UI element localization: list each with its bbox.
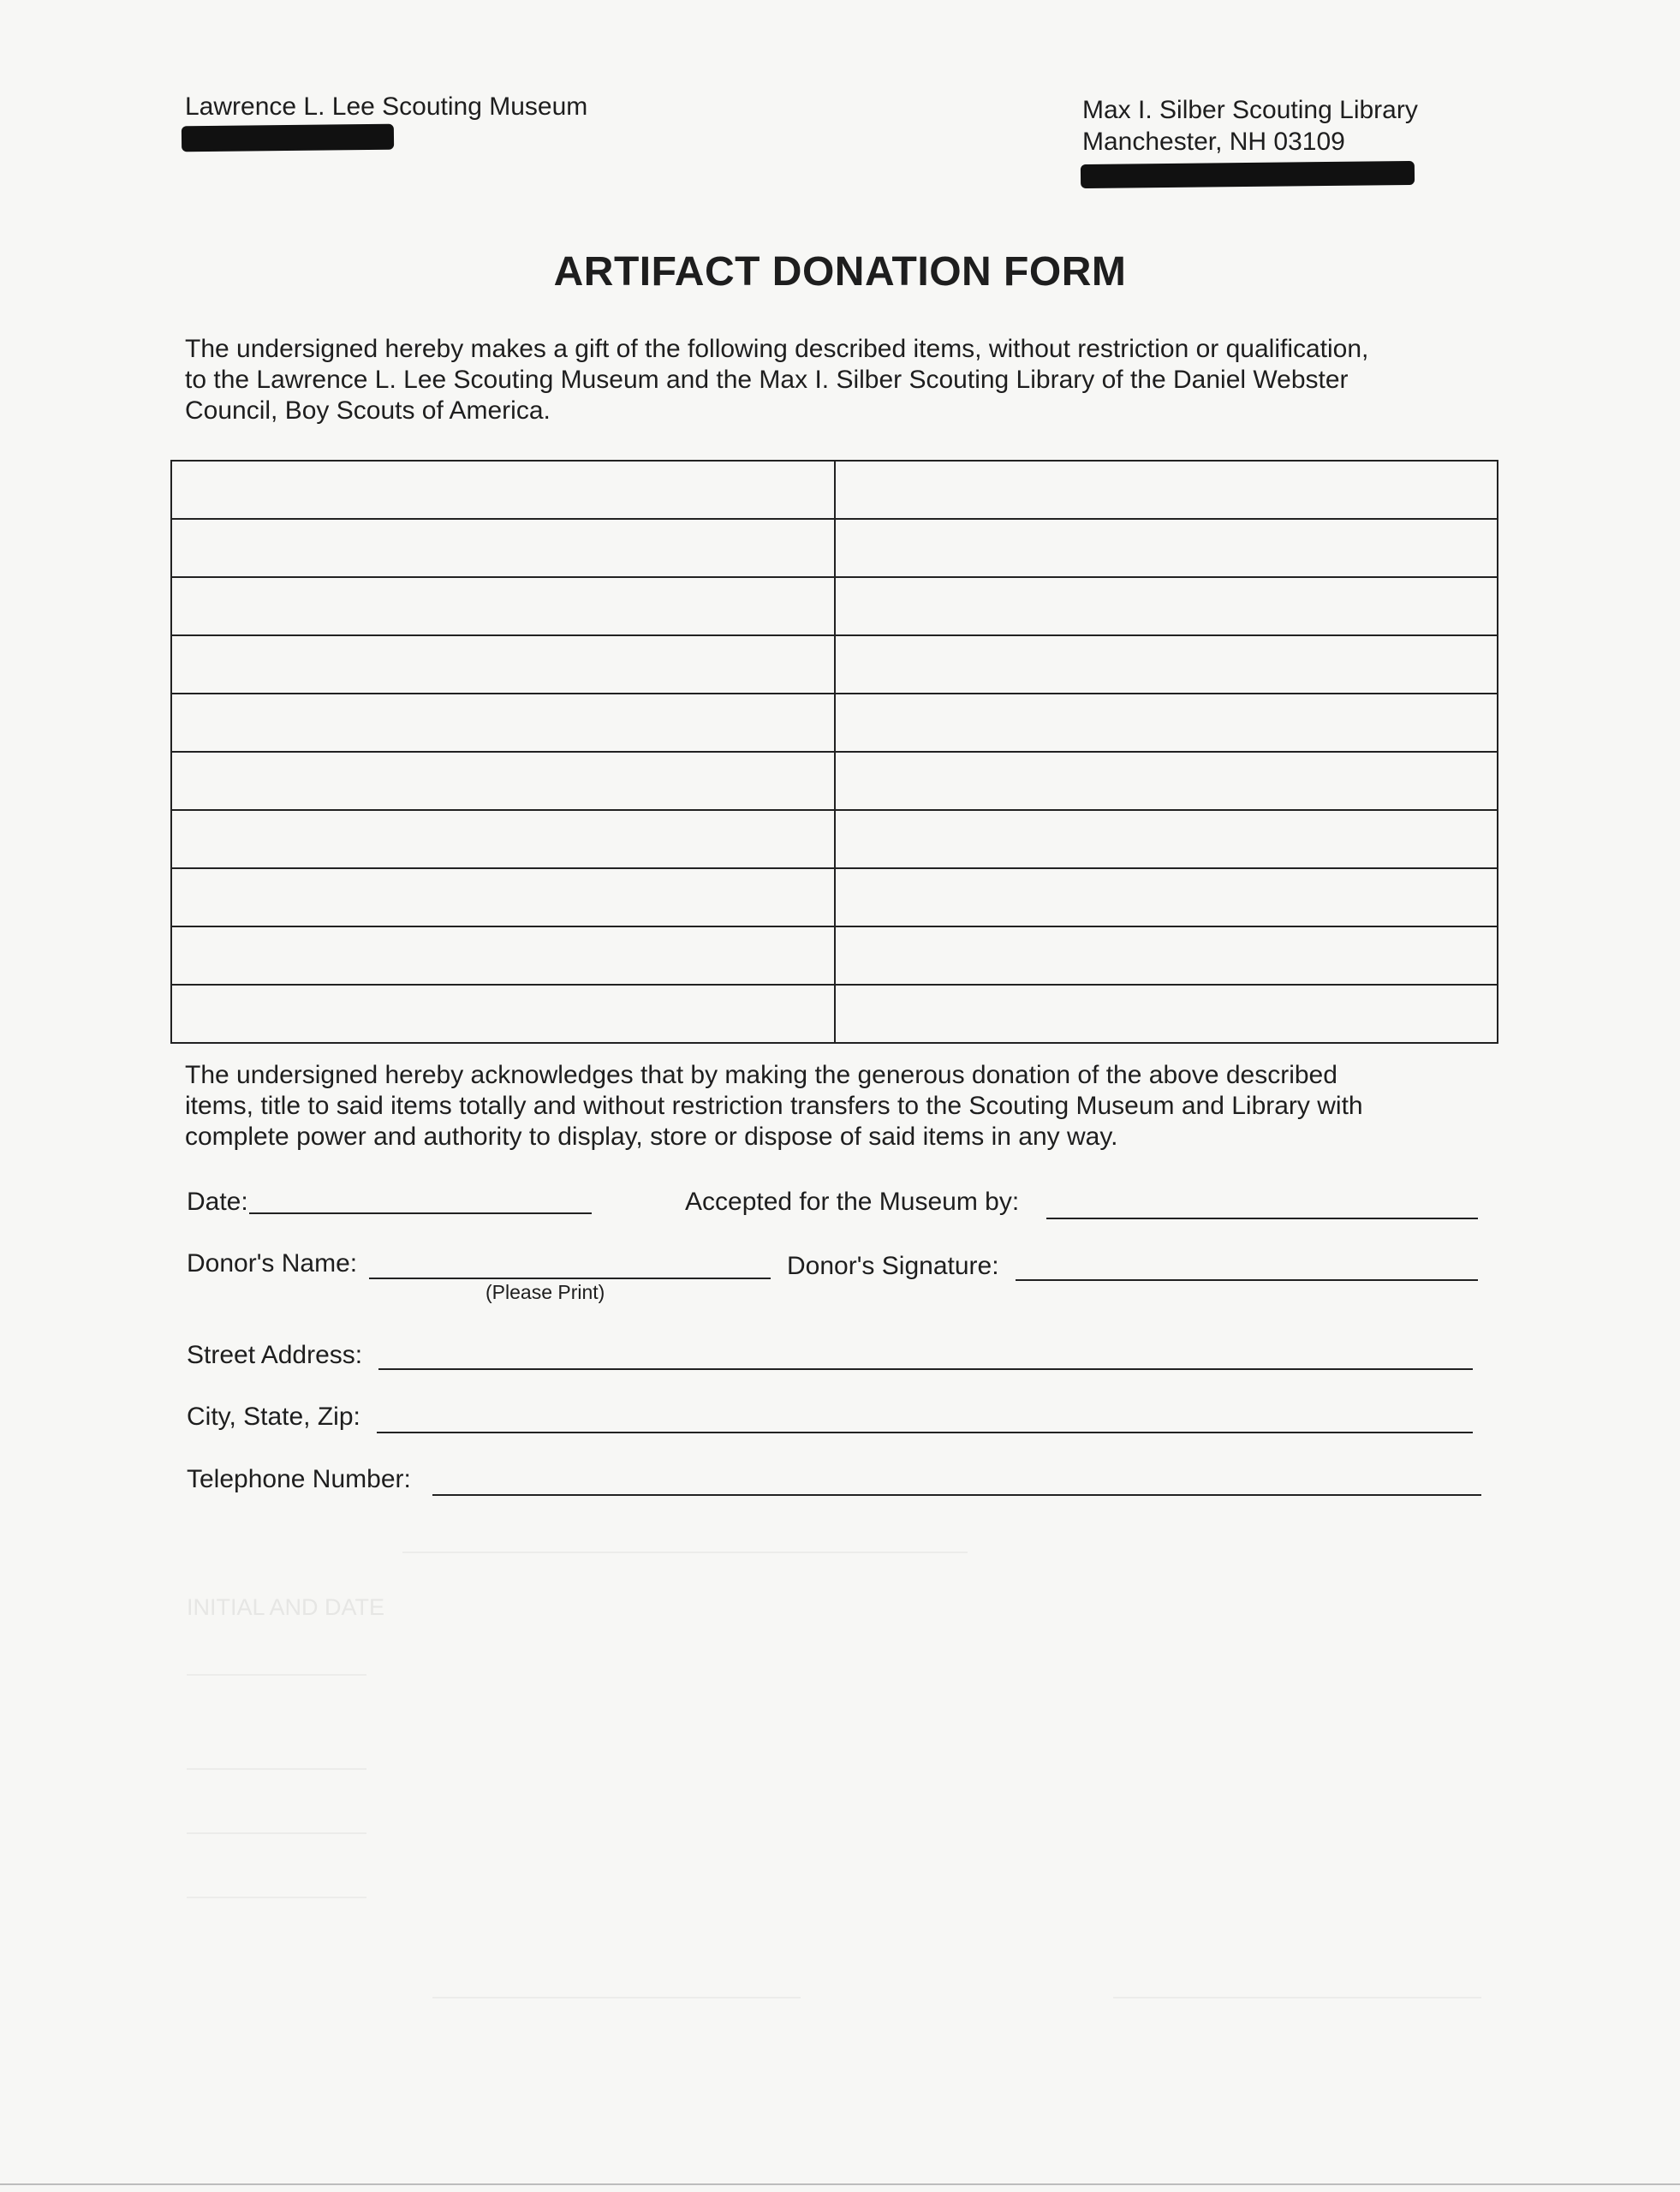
item-cell[interactable] <box>171 985 835 1043</box>
donor-name-label: Donor's Name: <box>187 1249 358 1278</box>
city-state-zip-label: City, State, Zip: <box>187 1403 360 1431</box>
donor-signature-field[interactable] <box>1016 1279 1478 1281</box>
item-cell[interactable] <box>835 926 1498 985</box>
item-cell[interactable] <box>171 868 835 926</box>
form-title: ARTIFACT DONATION FORM <box>553 249 1127 295</box>
faint-line <box>432 1997 801 1998</box>
item-cell[interactable] <box>171 461 835 519</box>
library-name: Max I. Silber Scouting Library <box>1082 96 1418 124</box>
accepted-by-field[interactable] <box>1046 1218 1478 1219</box>
city-state-zip-field[interactable] <box>377 1432 1473 1433</box>
intro-line: to the Lawrence L. Lee Scouting Museum and the Max I. Silber Scouting Library of the Daniel Webster <box>185 366 1349 394</box>
table-row <box>171 461 1498 519</box>
table-row <box>171 926 1498 985</box>
faint-line <box>187 1674 366 1676</box>
ack-line: complete power and authority to display, store or dispose of said items in any way. <box>185 1123 1118 1151</box>
date-label: Date: <box>187 1188 248 1216</box>
accepted-by-label: Accepted for the Museum by: <box>685 1188 1020 1216</box>
item-cell[interactable] <box>835 985 1498 1043</box>
item-cell[interactable] <box>835 461 1498 519</box>
date-field[interactable] <box>249 1212 592 1214</box>
redacted-address <box>182 124 394 152</box>
donor-name-field[interactable] <box>369 1278 771 1279</box>
item-cell[interactable] <box>171 577 835 635</box>
item-list-table <box>170 460 1498 1044</box>
table-row <box>171 577 1498 635</box>
street-address-field[interactable] <box>378 1368 1473 1370</box>
table-row <box>171 985 1498 1043</box>
intro-line: The undersigned hereby makes a gift of the following described items, without restriction or qualification, <box>185 335 1369 363</box>
redacted-telephone <box>1081 161 1415 188</box>
acknowledgement-paragraph <box>185 1060 1363 1153</box>
intro-paragraph <box>185 334 1368 426</box>
table-row <box>171 635 1498 694</box>
faint-line <box>187 1832 366 1834</box>
museum-name: Lawrence L. Lee Scouting Museum <box>185 92 588 121</box>
donor-name-hint: (Please Print) <box>486 1281 605 1303</box>
faint-line <box>1113 1997 1481 1998</box>
item-cell[interactable] <box>171 635 835 694</box>
item-cell[interactable] <box>835 635 1498 694</box>
table-row <box>171 868 1498 926</box>
faint-line <box>187 1768 366 1770</box>
item-cell[interactable] <box>835 519 1498 577</box>
table-row <box>171 752 1498 810</box>
street-address-label: Street Address: <box>187 1341 363 1369</box>
page-edge <box>0 2183 1680 2185</box>
table-row <box>171 810 1498 868</box>
faint-line <box>402 1552 968 1553</box>
item-cell[interactable] <box>835 694 1498 752</box>
telephone-field[interactable] <box>432 1494 1481 1496</box>
item-cell[interactable] <box>171 752 835 810</box>
table-row <box>171 694 1498 752</box>
ack-line: items, title to said items totally and without restriction transfers to the Scouting Museum and Library with <box>185 1092 1363 1120</box>
intro-line: Council, Boy Scouts of America. <box>185 396 551 425</box>
faint-line <box>187 1897 366 1898</box>
faint-office-heading: INITIAL AND DATE <box>187 1594 385 1620</box>
item-cell[interactable] <box>171 519 835 577</box>
item-cell[interactable] <box>171 926 835 985</box>
item-cell[interactable] <box>835 752 1498 810</box>
item-cell[interactable] <box>835 810 1498 868</box>
library-city: Manchester, NH 03109 <box>1082 128 1345 156</box>
item-cell[interactable] <box>171 694 835 752</box>
item-cell[interactable] <box>835 868 1498 926</box>
table-row <box>171 519 1498 577</box>
item-cell[interactable] <box>171 810 835 868</box>
item-cell[interactable] <box>835 577 1498 635</box>
telephone-label: Telephone Number: <box>187 1465 411 1493</box>
ack-line: The undersigned hereby acknowledges that by making the generous donation of the above described <box>185 1061 1337 1089</box>
donor-signature-label: Donor's Signature: <box>787 1252 999 1280</box>
